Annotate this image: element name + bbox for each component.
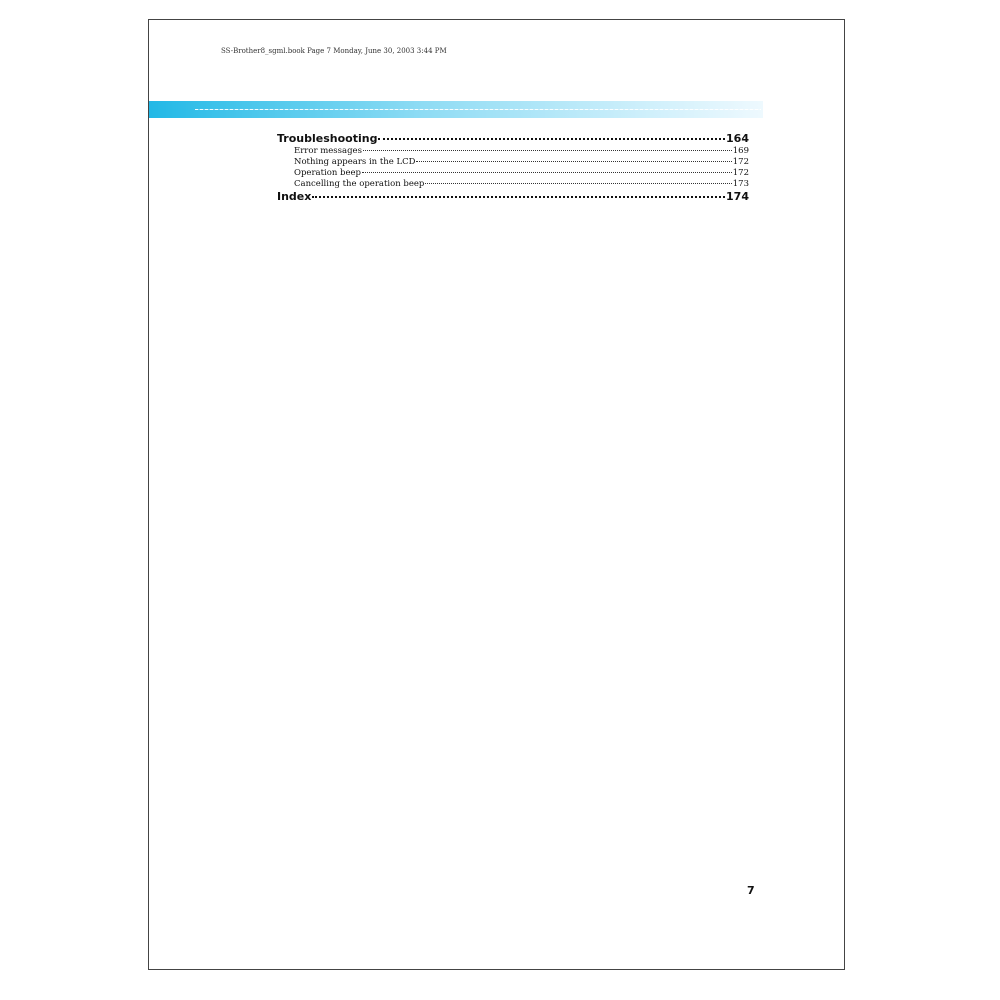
header-band-stripe — [195, 109, 761, 110]
toc-dot-leader — [378, 138, 725, 140]
toc-entry-page: 174 — [726, 190, 749, 203]
toc-entry-page: 172 — [732, 168, 749, 178]
toc-dot-leader — [362, 172, 732, 173]
toc-dot-leader — [425, 183, 731, 184]
toc-entry-page: 173 — [732, 179, 749, 189]
toc-entry-error-messages[interactable] — [277, 146, 749, 157]
toc-entry-label: Nothing appears in the LCD — [294, 157, 416, 167]
document-page — [148, 19, 845, 970]
header-meta-text: SS-Brother8_sgml.book Page 7 Monday, June 30, 2003 3:44 PM — [221, 47, 447, 55]
toc-entry-label: Cancelling the operation beep — [294, 179, 425, 189]
toc-entry-label: Troubleshooting — [277, 132, 378, 145]
table-of-contents — [277, 132, 749, 204]
toc-entry-label: Operation beep — [294, 168, 361, 178]
toc-entry-label: Error messages — [294, 146, 362, 156]
toc-entry-page: 164 — [726, 132, 749, 145]
toc-entry-page: 169 — [732, 146, 749, 156]
toc-entry-operation-beep[interactable] — [277, 168, 749, 179]
page-number: 7 — [747, 884, 755, 897]
header-accent-band — [149, 101, 763, 118]
toc-dot-leader — [312, 196, 725, 198]
toc-dot-leader — [363, 150, 732, 151]
toc-dot-leader — [416, 161, 731, 162]
toc-entry-label: Index — [277, 190, 312, 203]
toc-entry-troubleshooting[interactable] — [277, 132, 749, 146]
toc-entry-index[interactable] — [277, 190, 749, 204]
toc-entry-nothing-appears-lcd[interactable] — [277, 157, 749, 168]
toc-entry-cancelling-beep[interactable] — [277, 179, 749, 190]
toc-entry-page: 172 — [732, 157, 749, 167]
